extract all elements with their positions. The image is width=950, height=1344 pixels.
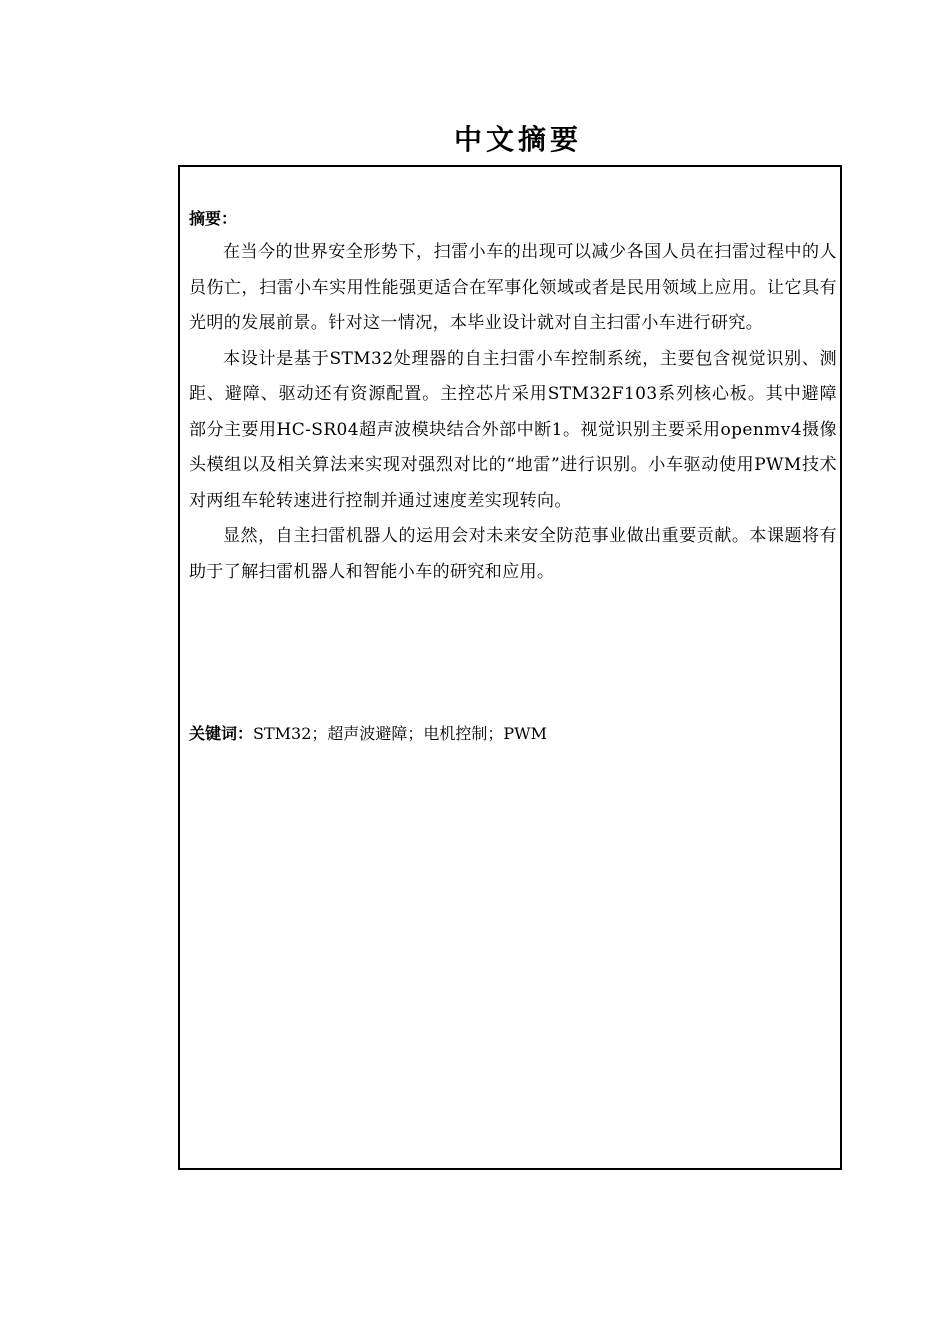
abstract-paragraph-1: 在当今的世界安全形势下，扫雷小车的出现可以减少各国人员在扫雷过程中的人员伤亡，扫雷小车实用性能强更适合在军事化领域或者是民用领域上应用。让它具有光明的发展前景。针对这一情况，本毕业设计就对自主扫雷小车进行研究。 (189, 242, 837, 333)
keywords-line (189, 722, 837, 746)
abstract-label: 摘要： (189, 209, 238, 228)
keywords-text: STM32；超声波避障；电机控制；PWM (253, 724, 547, 743)
abstract-content (189, 207, 837, 590)
page-title: 中文摘要 (453, 123, 582, 156)
abstract-box (178, 165, 842, 1170)
abstract-paragraph-2: 本设计是基于STM32处理器的自主扫雷小车控制系统，主要包含视觉识别、测距、避障、驱动还有资源配置。主控芯片采用STM32F103系列核心板。其中避障部分主要用HC-SR04超声波模块结合外部中断1。视觉识别主要采用openmv4摄像头模组以及相关算法来实现对强烈对比的“地雷”进行识别。小车驱动使用PWM技术对两组车轮转速进行控制并通过速度差实现转向。 (189, 348, 837, 511)
keywords-label: 关键词： (189, 724, 254, 743)
abstract-paragraph-3: 显然，自主扫雷机器人的运用会对未来安全防范事业做出重要贡献。本课题将有助于了解扫雷机器人和智能小车的研究和应用。 (189, 526, 837, 582)
